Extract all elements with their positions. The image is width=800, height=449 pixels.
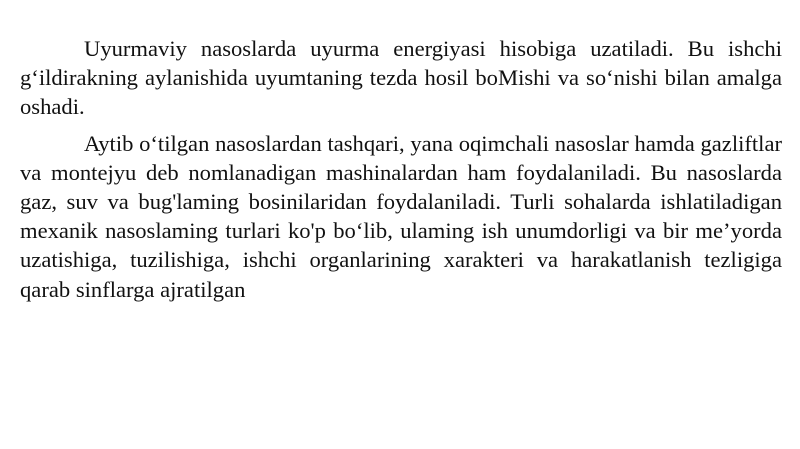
paragraph-pump-types: Aytib o‘tilgan nasoslardan tashqari, yana oqimchali nasoslar hamda gazliftlar va montejyu deb nomlanadigan mashinalardan ham foydalaniladi. Bu nasoslarda gaz, suv va bug'laming bosinilaridan foydalaniladi. Turli sohalarda ishlatiladigan mexanik nasoslaming turlari ko'p bo‘lib, ulaming ish unumdorligi va bir me’yorda uzatishiga, tuzilishiga, ishchi organlarining xarakteri va harakatlanish tezligiga qarab sinflarga ajratilgan (20, 130, 782, 302)
document-page (20, 34, 782, 304)
paragraph-vortex-pumps: Uyurmaviy nasoslarda uyurma energiyasi hisobiga uzatiladi. Bu ishchi g‘ildirakning aylanishida uyumtaning tezda hosil boMishi va so‘nishi bilan amalga oshadi. (20, 36, 782, 120)
